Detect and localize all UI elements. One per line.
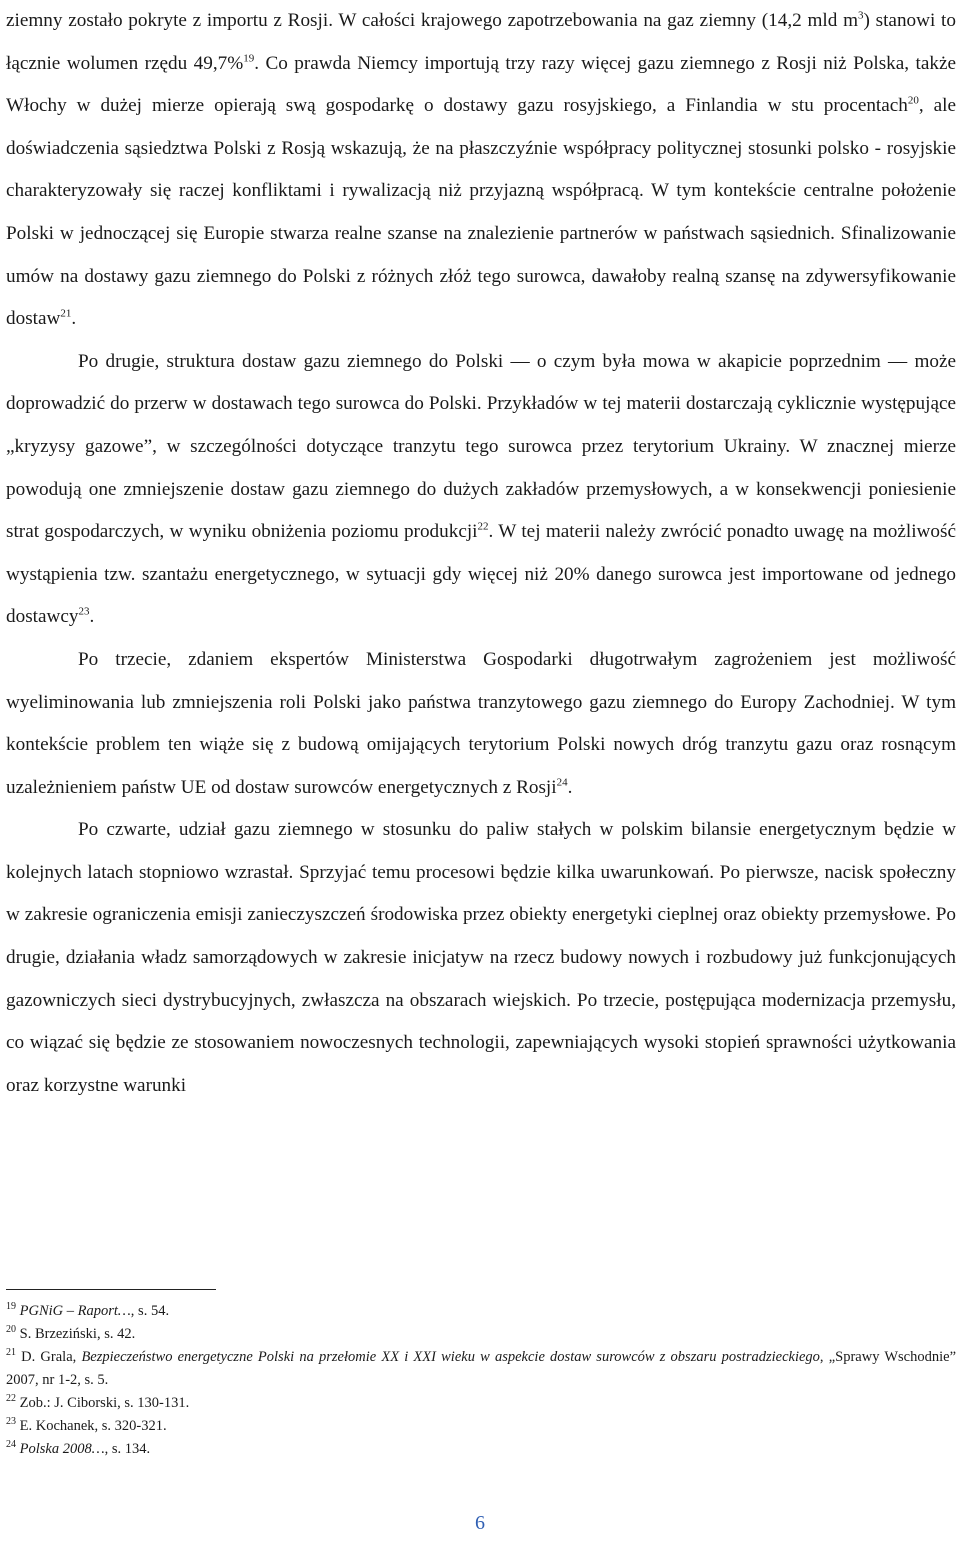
footnote-separator [6, 1289, 216, 1290]
footnote-ref[interactable]: 19 [243, 52, 255, 65]
footnote-text: S. Brzeziński, s. 42. [19, 1326, 136, 1342]
footnote-24 [6, 1438, 956, 1461]
footnote-ref[interactable]: 24 [556, 776, 568, 789]
footnote-text: , s. 134. [104, 1441, 151, 1457]
footnote-number: 21 [6, 1347, 16, 1359]
text-run: ziemny zostało pokryte z importu z Rosji. W całości krajowego zapotrzebowania na gaz ziemny (14,2 mld m [6, 10, 858, 31]
footnote-19 [6, 1300, 956, 1323]
paragraph-4 [6, 809, 956, 1107]
text-run: , ale doświadczenia sąsiedztwa Polski z Rosją wskazują, że na płaszczyźnie współpracy politycznej stosunki polsko - rosyjskie charakteryzowały się raczej konfliktami i rywalizacją niż przyjazną współpracą. W tym kontekście centralne położenie Polski w jednoczącej się Europie stwarza realne szanse na znalezienie partnerów w państwach sąsiednich. Sfinalizowanie umów na dostawy gazu ziemnego do Polski z różnych złóż tego surowca, dawałoby realną szansę na zdywersyfikowanie dostaw [6, 95, 956, 330]
text-run: . [89, 606, 95, 628]
page-number: 6 [475, 1512, 485, 1534]
paragraph-1 [6, 0, 956, 341]
text-run: . Co prawda Niemcy importują trzy razy więcej gazu ziemnego z Rosji niż Polska, także Włochy w dużej mierze opierają swą gospodarkę o dostawy gazu rosyjskiego, a Finlandia w stu procentach [6, 52, 956, 117]
footnotes [6, 1300, 956, 1461]
text-run: Po trzecie, zdaniem ekspertów Ministerstwa Gospodarki długotrwałym zagrożeniem jest możliwość wyeliminowania lub zmniejszenia roli Polski jako państwa tranzytowego gazu ziemnego do Europy Zachodniej. W tym kontekście problem ten wiąże się z budową omijających terytorium Polski nowych dróg tranzytu gazu oraz rosnącym uzależnieniem państw UE od dostaw surowców energetycznych z Rosji [6, 648, 956, 798]
footnote-ref[interactable]: 22 [477, 520, 489, 533]
text-run: Po czwarte, udział gazu ziemnego w stosunku do paliw stałych w polskim bilansie energetycznym będzie w kolejnych latach stopniowo wzrastał. Sprzyjać temu procesowi będzie kilka uwarunkowań. Po pierwsze, nacisk społeczny w zakresie ograniczenia emisji zanieczyszczeń środowiska przez obiekty energetyki cieplnej oraz obiekty przemysłowe. Po drugie, działania władz samorządowych w zakresie inicjatyw na rzecz budowy nowych i rozbudowy już funkcjonujących gazowniczych sieci dystrybucyjnych, zwłaszcza na obszarach wiejskich. Po trzecie, postępująca modernizacja przemysłu, co wiązać się będzie ze stosowaniem nowoczesnych technologii, zapewniających wysoki stopień sprawności użytkowania oraz korzystne warunki [6, 819, 956, 1096]
footnote-text: , „Sprawy Wschodnie” 2007, nr 1-2, s. 5. [6, 1349, 957, 1388]
paragraph-2 [6, 341, 956, 639]
footnote-italic: Bezpieczeństwo energetyczne Polski na przełomie XX i XXI wieku w aspekcie dostaw surowców z obszaru postradzieckiego [81, 1349, 820, 1365]
footnote-21 [6, 1346, 956, 1392]
footnote-23 [6, 1415, 956, 1438]
text-run: . [71, 308, 77, 330]
footnote-ref[interactable]: 21 [60, 307, 72, 320]
document-page [6, 0, 956, 1541]
body-text [6, 0, 956, 1107]
footnote-italic: Polska 2008… [19, 1441, 105, 1457]
footnote-text: Zob.: J. Ciborski, s. 130-131. [19, 1395, 190, 1411]
text-run: Po drugie, struktura dostaw gazu ziemnego do Polski — o czym była mowa w akapicie poprzednim — może doprowadzić do przerw w dostawach tego surowca do Polski. Przykładów w tej materii dostarczają cyklicznie występujące „kryzysy gazowe”, w szczególności dotyczące tranzytu tego surowca przez terytorium Ukrainy. W znacznej mierze powodują one zmniejszenie dostaw gazu ziemnego do dużych zakładów przemysłowych, a w konsekwencji poniesienie strat gospodarczych, w wyniku obniżenia poziomu produkcji [6, 350, 956, 543]
footnote-text: , s. 54. [130, 1303, 170, 1319]
footnote-ref[interactable]: 23 [78, 605, 90, 618]
text-run: . [567, 776, 573, 798]
footnote-text: E. Kochanek, s. 320-321. [19, 1418, 167, 1434]
footnote-number: 23 [6, 1416, 16, 1428]
footnote-22 [6, 1392, 956, 1415]
text-run: ) stanowi to łącznie wolumen rzędu 49,7% [6, 10, 956, 74]
footnote-number: 20 [6, 1324, 16, 1336]
footnote-number: 19 [6, 1301, 16, 1313]
footnote-number: 24 [6, 1439, 16, 1451]
footnote-italic: PGNiG – Raport… [19, 1303, 131, 1319]
paragraph-3 [6, 639, 956, 809]
footnote-number: 22 [6, 1393, 16, 1405]
text-run: . W tej materii należy zwrócić ponadto uwagę na możliwość wystąpienia tzw. szantażu energetycznego, w sytuacji gdy więcej niż 20% danego surowca jest importowane od jednego dostawcy [6, 521, 956, 628]
footnote-text: D. Grala, [21, 1349, 82, 1365]
footnote-20 [6, 1323, 956, 1346]
footnote-ref[interactable]: 20 [907, 94, 919, 107]
superscript: 3 [858, 9, 864, 22]
